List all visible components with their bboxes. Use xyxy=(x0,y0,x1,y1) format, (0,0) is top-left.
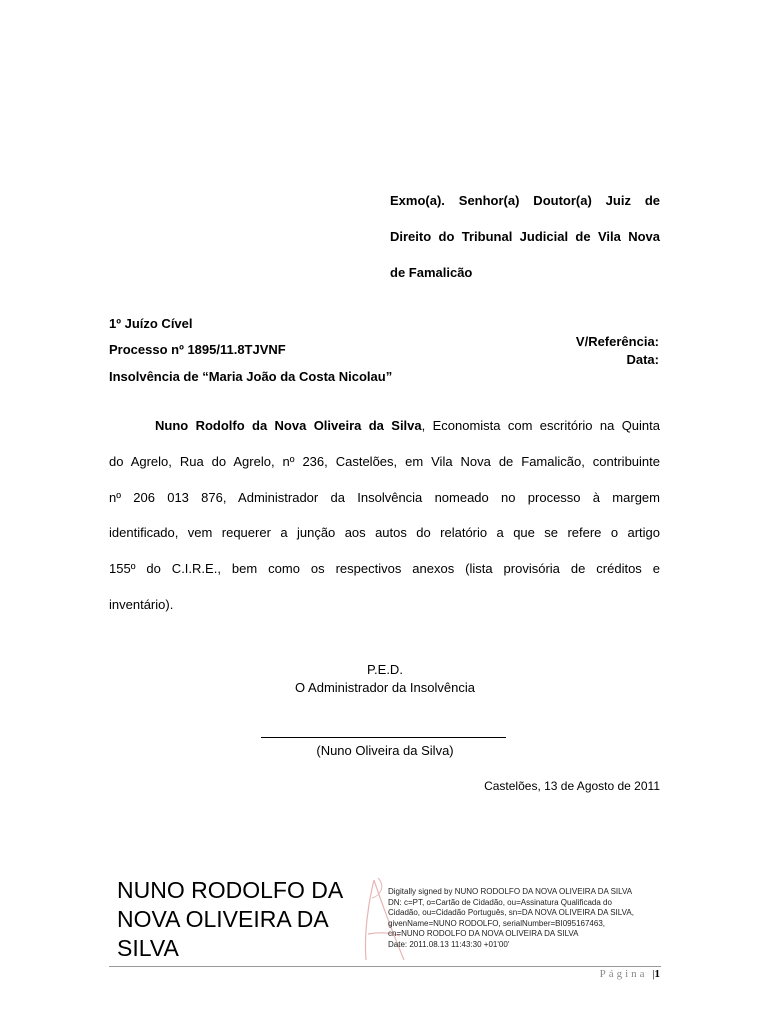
body-line-3: nº 206 013 876, Administrador da Insolvência nomeado no processo à margem xyxy=(109,490,660,505)
body-line-4: identificado, vem requerer a junção aos autos do relatório a que se refere o artigo xyxy=(109,525,660,540)
digital-signature-details xyxy=(388,887,658,950)
addressee-line-1: Exmo(a). Senhor(a) Doutor(a) Juiz de xyxy=(390,193,660,208)
body-line-6: inventário). xyxy=(109,597,174,612)
signature-name-line-1: NUNO RODOLFO DA xyxy=(117,877,344,903)
process-number: Processo nº 1895/11.8TJVNF xyxy=(109,342,286,357)
page-number: 1 xyxy=(654,968,660,980)
signature-detail-line: cn=NUNO RODOLFO DA NOVA OLIVEIRA DA SILVA xyxy=(388,929,579,938)
signature-detail-line: DN: c=PT, o=Cartão de Cidadão, ou=Assinatura Qualificada do xyxy=(388,897,612,907)
reference-label: V/Referência: xyxy=(575,334,659,349)
body-line-1-rest: , Economista com escritório na Quinta xyxy=(421,418,660,433)
ped-text: P.E.D. xyxy=(367,662,403,677)
page-label: Página xyxy=(599,968,648,980)
signature-name-line-2: NOVA OLIVEIRA DA xyxy=(117,906,329,932)
addressee-line-3: de Famalicão xyxy=(390,265,473,280)
digital-signature-name xyxy=(117,876,367,963)
addressee-line-2: Direito do Tribunal Judicial de Vila Nova xyxy=(390,229,660,244)
signature-detail-line: Digitally signed by NUNO RODOLFO DA NOVA OLIVEIRA DA SILVA xyxy=(388,887,633,896)
administrator-role: O Administrador da Insolvência xyxy=(295,680,475,695)
signature-detail-line: Date: 2011.08.13 11:43:30 +01'00' xyxy=(388,939,510,949)
footer-rule xyxy=(109,966,661,967)
body-line-5: 155º do C.I.R.E., bem como os respectivos anexos (lista provisória de créditos e xyxy=(109,561,660,576)
signature-detail-line: givenName=NUNO RODOLFO, serialNumber=BI095167463, xyxy=(388,918,605,928)
court-name: 1º Juízo Cível xyxy=(109,316,193,331)
signature-name-line-3: SILVA xyxy=(117,935,179,961)
page-footer xyxy=(600,968,660,980)
signature-line xyxy=(261,737,506,738)
date-label: Data: xyxy=(626,352,659,367)
body-line-2: do Agrelo, Rua do Agrelo, nº 236, Castelões, em Vila Nova de Famalicão, contribuinte xyxy=(109,454,660,469)
case-title: Insolvência de “Maria João da Costa Nicolau” xyxy=(109,369,393,384)
signer-name: (Nuno Oliveira da Silva) xyxy=(316,743,454,758)
page-separator: | xyxy=(652,968,655,980)
reference-block xyxy=(576,333,659,369)
applicant-name: Nuno Rodolfo da Nova Oliveira da Silva xyxy=(155,418,422,433)
body-line-1 xyxy=(155,418,660,433)
place-and-date: Castelões, 13 de Agosto de 2011 xyxy=(484,779,660,793)
signature-detail-line: Cidadão, ou=Cidadão Português, sn=DA NOVA OLIVEIRA DA SILVA, xyxy=(388,908,634,917)
